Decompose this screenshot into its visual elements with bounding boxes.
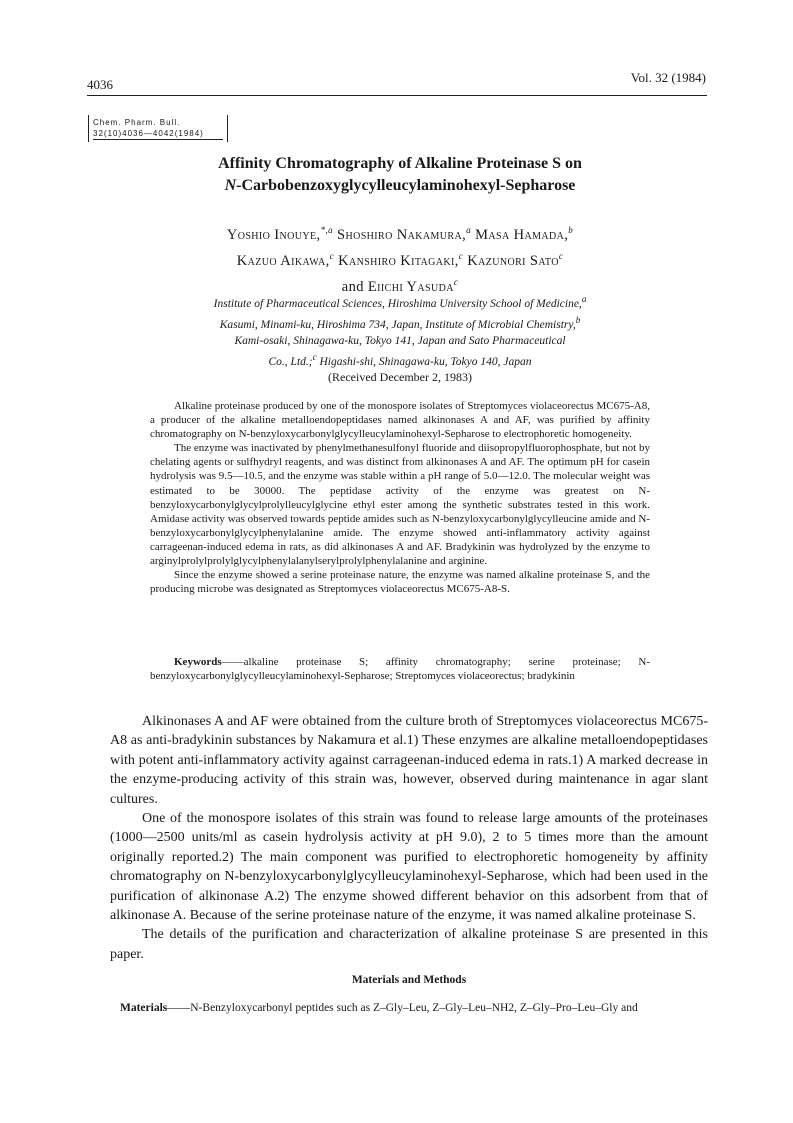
affiliation-line-3: Kami-osaki, Shinagawa-ku, Tokyo 141, Japan and Sato Pharmaceutical [234,334,566,347]
citation-box [88,115,228,142]
author-4-affil: c [329,250,335,261]
author-4: Kazuo Aikawa, [236,252,330,269]
affiliation-line-2 [160,312,640,333]
page-number: 4036 [87,77,113,92]
abstract-paragraph-2: The enzyme was inactivated by phenylmethanesulfonyl fluoride and diisopropylfluorophosphate, but not by chelating agents or sulfhydryl reagents, and was distinct from alkinonases A and AF. The optimum pH for casein hydrolysis was 9.5—10.5, and the enzyme was stable within a pH range of 5.0—12.0. The molecular weight was estimated to be 30000. The peptidase activity of the enzyme was greatest on N-benzyloxycarbonylglycylprolylleucylglycine ethyl ester among the synthetic substrates tested in this work. Amidase activity was observed towards peptide amides such as N-benzyloxycarbonylglycylleucine amide and N-benzyloxycarbonylglycylphenylalanine amide. The enzyme showed anti-inflammatory activity against carrageenan-induced edema in rats, as did alkinonases A and AF. Bradykinin was hydrolyzed by the enzyme to arginylprolylprolylglycylphenylalanylserylprolylphenylalanine and arginine. [150,442,650,568]
materials-label: Materials [120,1002,168,1014]
author-3-affil: b [568,225,574,235]
materials-paragraph [110,1000,708,1016]
affiliation-mark-b: b [575,314,581,325]
keywords-block [150,655,650,683]
abstract-paragraph-3: Since the enzyme showed a serine proteinase nature, the enzyme was named alkaline proteinase S, and the producing microbe was designated as Streptomyces violaceorectus MC675-A8-S. [150,569,650,596]
article-title [130,153,670,197]
abstract-paragraph-1: Alkaline proteinase produced by one of the monospore isolates of Streptomyces violaceorectus MC675-A8, a producer of the alkaline metalloendopeptidases named alkinonases A and AF, was purified by affinity chromatography on N-benzyloxycarbonylglycylleucylaminohexyl-Sepharose to electrophoretic homogeneity. [150,400,650,441]
author-6-affil: c [558,250,564,261]
authors-line-2 [130,246,670,272]
affiliation-text-2: Kasumi, Minami-ku, Hiroshima 734, Japan, Institute of Microbial Chemistry, [219,318,576,331]
affiliation-mark-a: a [581,294,587,304]
author-7-affil: c [453,276,459,287]
author-7: Eiichi Yasuda [367,278,454,295]
title-line-2 [130,175,670,197]
keywords-label: Keywords [174,656,222,668]
affiliation-mark-c: c [312,351,317,362]
author-list [130,220,670,297]
author-3: Masa Hamada, [475,226,569,243]
author-6: Kazunori Sato [467,252,559,269]
authors-and: and [341,278,364,295]
authors-line-1 [130,220,670,246]
introduction-body [110,712,708,964]
author-2-affil: a [466,225,472,235]
affiliation-text-4a: Co., Ltd.; [268,355,313,368]
citation-journal: Chem. Pharm. Bull. [93,118,181,127]
title-italic-n: N [224,177,237,194]
author-5: Kanshiro Kitagaki, [338,252,459,269]
title-line-2-rest: -Carbobenzoxyglycylleucylaminohexyl-Sepharose [236,177,576,194]
received-date: (Received December 2, 1983) [328,370,472,384]
abstract [150,399,650,596]
materials-text: N-Benzyloxycarbonyl peptides such as Z–Gly–Leu, Z–Gly–Leu–NH2, Z–Gly–Pro–Leu–Gly and [190,1002,638,1014]
keywords-dash: —— [221,656,244,668]
volume-label: Vol. 32 (1984) [630,70,706,85]
author-5-affil: c [458,250,464,261]
body-paragraph-3: The details of the purification and characterization of alkaline proteinase S are presented in this paper. [110,927,708,962]
section-heading: Materials and Methods [351,974,467,986]
affiliations [160,291,640,369]
author-1: Yoshio Inouye, [226,226,321,243]
body-paragraph-2: One of the monospore isolates of this strain was found to release large amounts of the proteinases (1000—2500 units/ml as casein hydrolysis activity at pH 9.0), 2 to 5 times more than the amount originally reported.2) The main component was purified to electrophoretic homogeneity by affinity chromatography on N-benzyloxycarbonylglycylleucylaminohexyl-Sepharose, which had been used in the purification of alkinonase A.2) The enzyme showed different behavior on this adsorbent from that of alkinonase A. Because of the serine proteinase nature of the enzyme, it was named alkaline proteinase S. [110,811,708,924]
affiliation-text-1: Institute of Pharmaceutical Sciences, Hiroshima University School of Medicine, [213,297,582,310]
author-2: Shoshiro Nakamura, [337,226,467,243]
author-1-affil: *,a [320,225,333,235]
affiliation-line-4 [160,349,640,370]
keywords-text: alkaline proteinase S; affinity chromatography; serine proteinase; N-benzyloxycarbonylglycylleucylaminohexyl-Sepharose; Streptomyces violaceorectus; bradykinin [150,656,650,683]
header-rule [87,95,707,96]
affiliation-text-4b: Higashi-shi, Shinagawa-ku, Tokyo 140, Japan [319,355,532,368]
title-line-1: Affinity Chromatography of Alkaline Proteinase S on [218,155,582,172]
materials-dash: —— [167,1002,191,1014]
body-paragraph-1: Alkinonases A and AF were obtained from the culture broth of Streptomyces violaceorectus MC675-A8 as anti-bradykinin substances by Nakamura et al.1) These enzymes are alkaline metalloendopeptidases with potent anti-inflammatory activity against carrageenan-induced edema in rats.1) A marked decrease in the enzyme-producing activity of this strain was, however, observed during maintenance in agar slant cultures. [110,714,708,807]
affiliation-line-1 [160,291,640,312]
citation-reference: 32(10)4036—4042(1984) [93,128,223,140]
